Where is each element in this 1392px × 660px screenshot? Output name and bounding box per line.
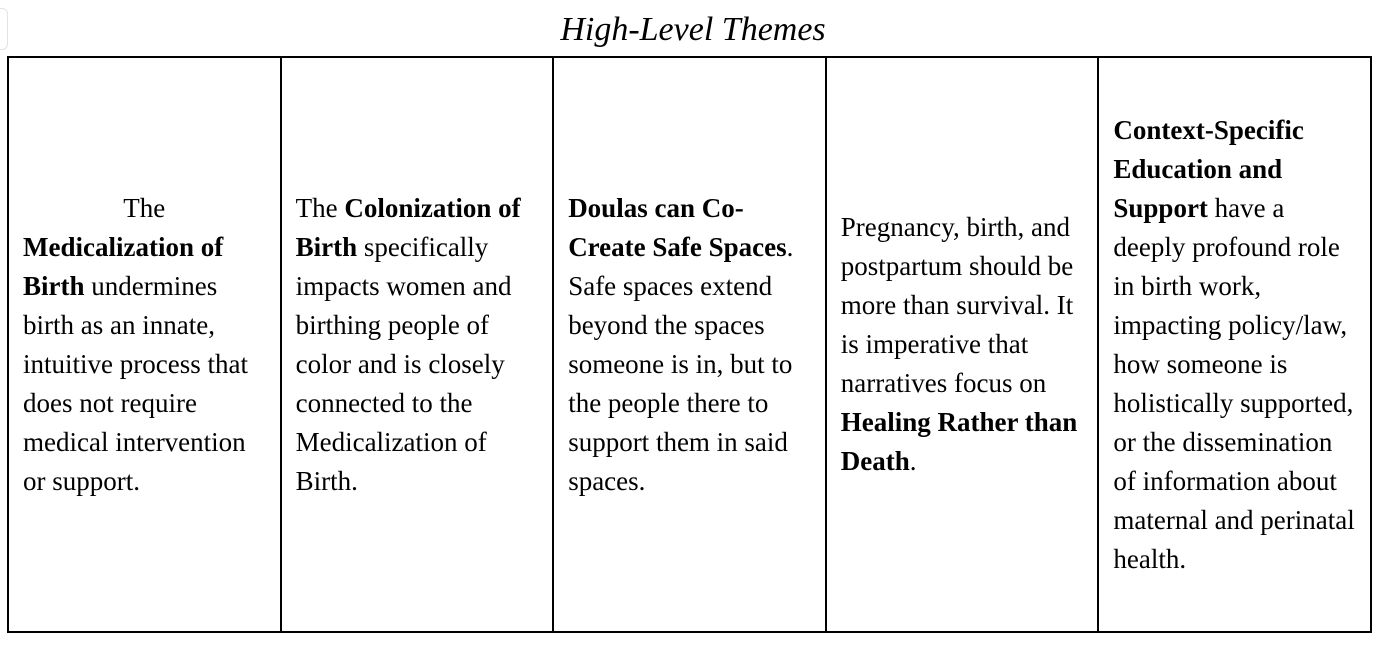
- themes-table: [7, 56, 1372, 633]
- theme-key-phrase: Colonization of Birth: [295, 192, 521, 262]
- theme-lead-text: The: [295, 192, 345, 223]
- theme-cell-education: [1098, 57, 1371, 632]
- theme-key-phrase: Context-Specific Education and Support: [1113, 114, 1304, 223]
- theme-description: specifically impacts women and birthing people of color and is closely connected to the Medicalization of Birth.: [295, 231, 512, 496]
- theme-key-phrase: Doulas can Co-Create Safe Spaces: [568, 192, 787, 262]
- theme-cell-lead-word: The: [123, 192, 166, 223]
- theme-description: . Safe spaces extend beyond the spaces someone is in, but to the people there to support them in said spaces.: [568, 231, 794, 496]
- theme-key-phrase: Healing Rather than Death: [840, 407, 1078, 476]
- theme-cell-healing: [826, 57, 1099, 632]
- theme-key-phrase: Medicalization of Birth: [23, 231, 224, 301]
- theme-cell-medicalization: [8, 57, 281, 632]
- themes-row: [8, 57, 1371, 632]
- theme-description: have a deeply profound role in birth work, impacting policy/law, how someone is holistically supported, or the dissemination of information about maternal and perinatal health.: [1113, 192, 1355, 574]
- theme-cell-doulas: [553, 57, 826, 632]
- theme-description: undermines birth as an innate, intuitive process that does not require medical intervention or support.: [23, 270, 248, 496]
- theme-lead-text: Pregnancy, birth, and postpartum should be more than survival. It is imperative that narratives focus on: [840, 212, 1074, 398]
- table-title: High-Level Themes: [560, 11, 826, 48]
- theme-description: .: [909, 446, 917, 476]
- theme-cell-colonization: [281, 57, 554, 632]
